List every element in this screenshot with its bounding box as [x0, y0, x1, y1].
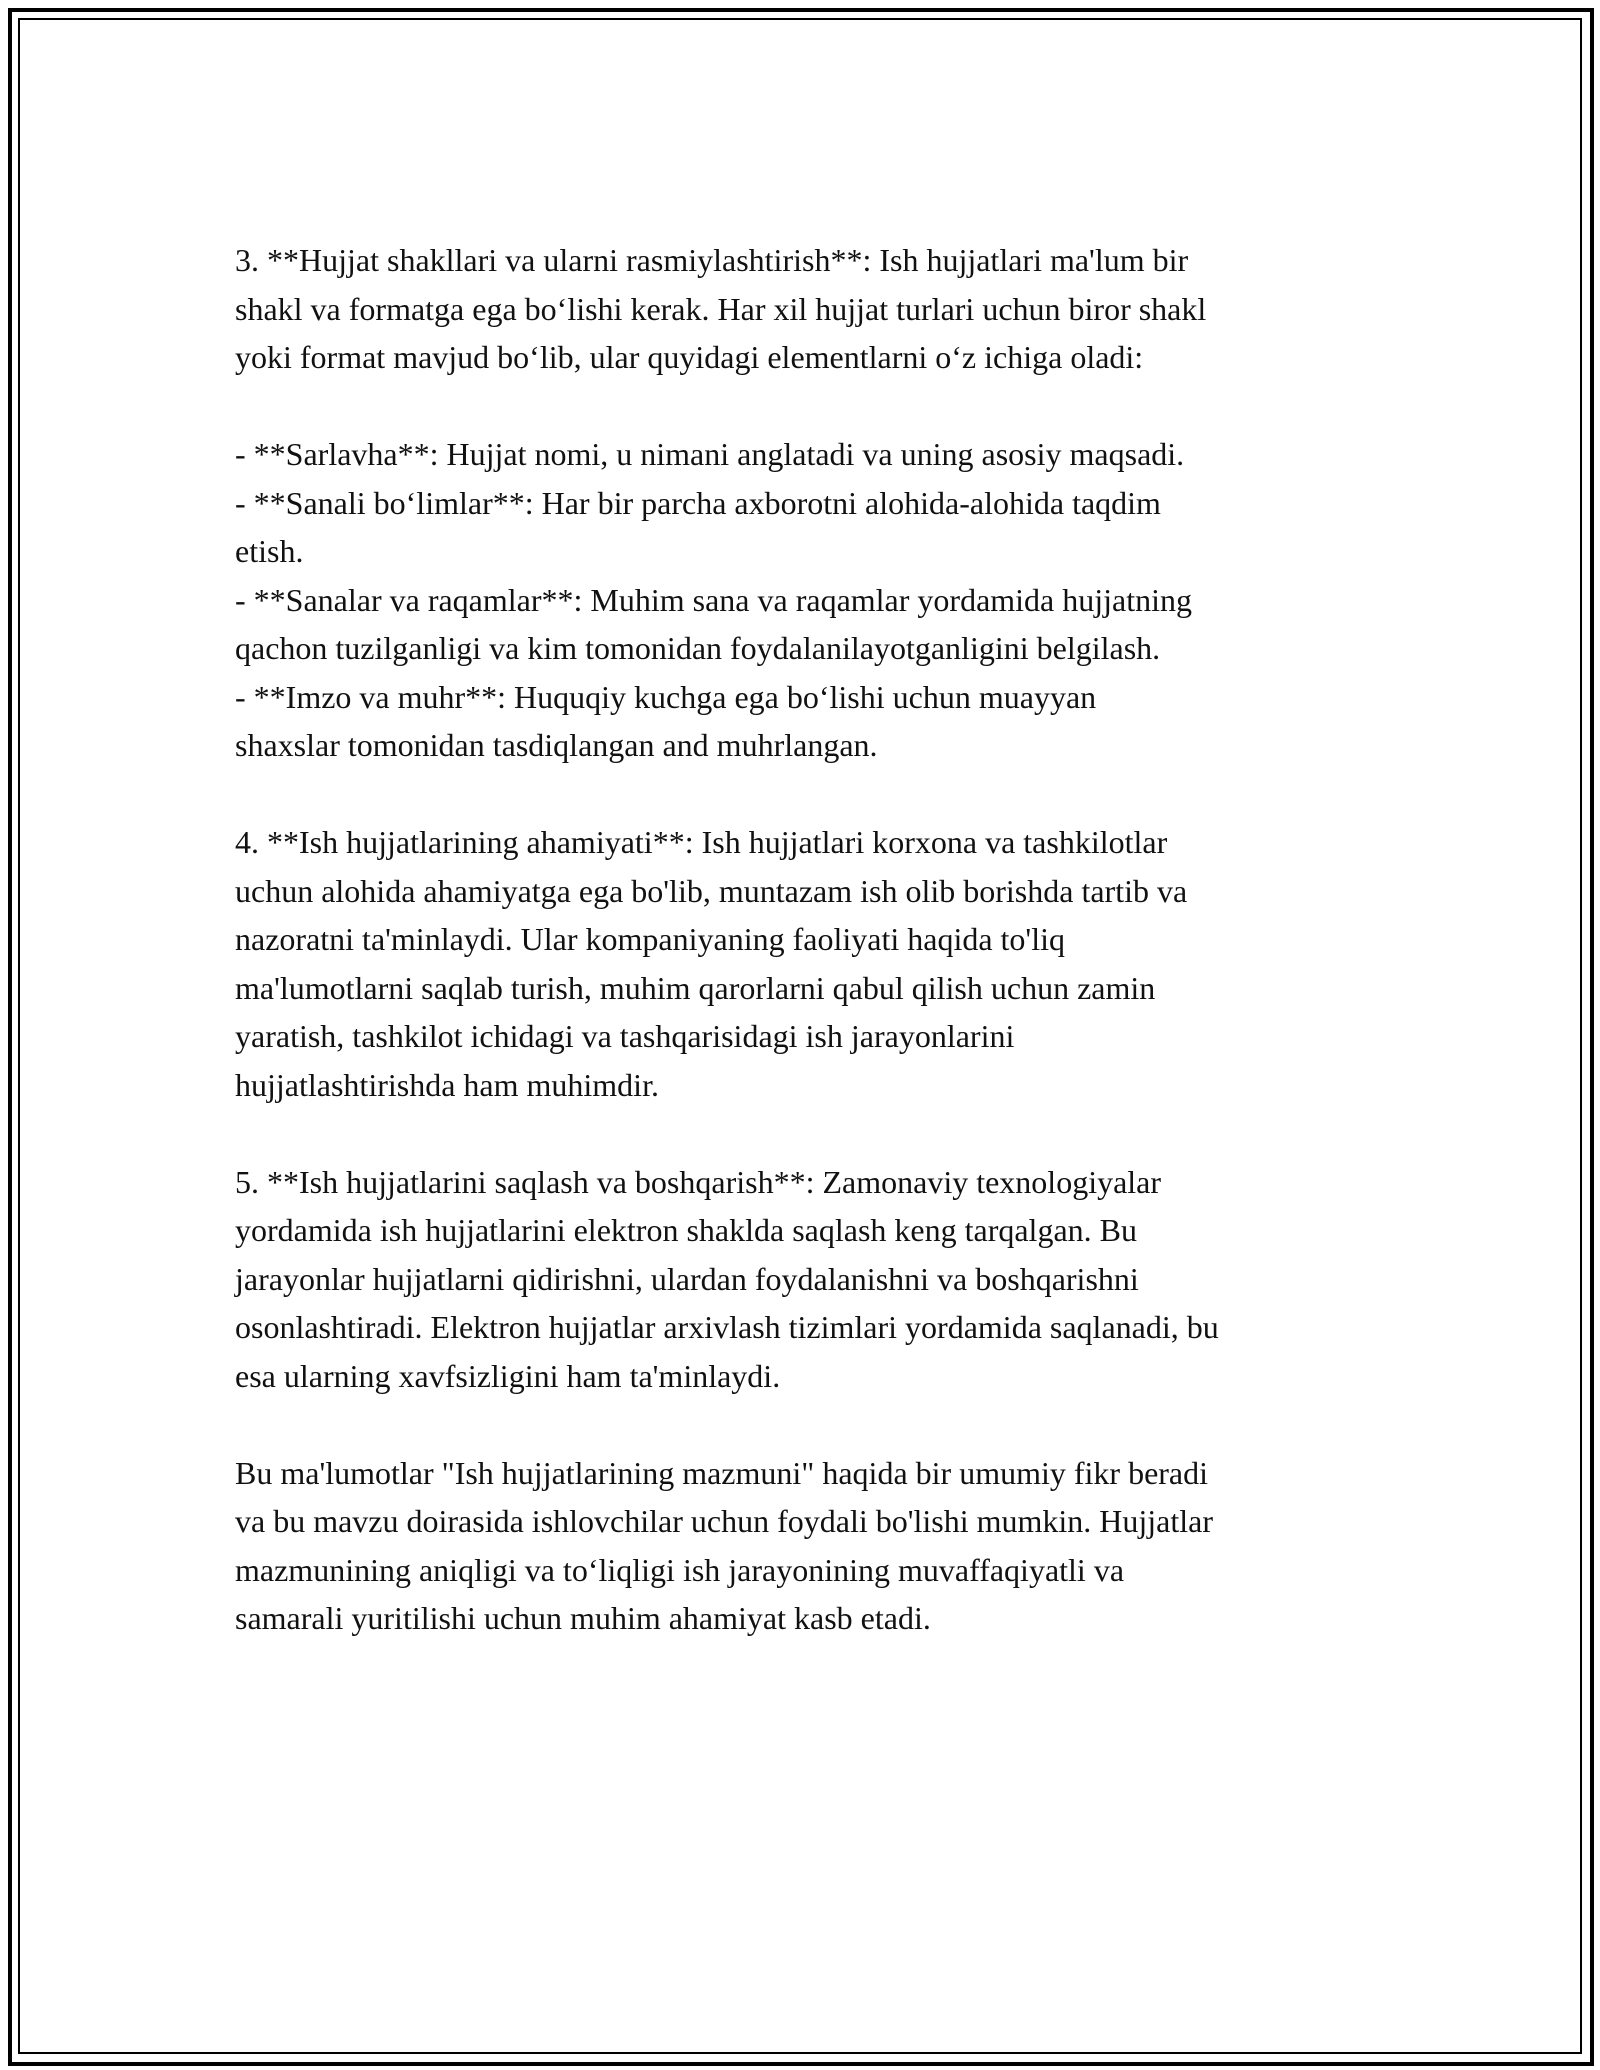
- section-4-paragraph: 4. **Ish hujjatlarining ahamiyati**: Ish hujjatlari korxona va tashkilotlar uchun alohida ahamiyatga ega bo'lib, muntazam ish olib borishda tartib va nazoratni ta'minlaydi. Ular kompaniyaning faoliyati haqida to'liq ma'lumotlarni saqlab turish, muhim qarorlarni qabul qilish uchun zamin yaratish, tashkilot ichidagi va tashqarisidagi ish jarayonlarini hujjatlashtirishda ham muhimdir.: [235, 824, 1188, 1103]
- list-item-imzo-muhr: - **Imzo va muhr**: Huquqiy kuchga ega bo‘lishi uchun muayyan shaxslar tomonidan tasdiqlangan and muhrlangan.: [235, 678, 1097, 763]
- section-3-intro: 3. **Hujjat shakllari va ularni rasmiylashtirish**: Ish hujjatlari ma'lum bir shakl va formatga ega bo‘lishi kerak. Har xil hujjat turlari uchun biror shakl yoki format mavjud bo‘lib, ular quyidagi elementlarni o‘z ichiga oladi:: [235, 242, 1207, 375]
- conclusion-paragraph: Bu ma'lumotlar "Ish hujjatlarining mazmuni" haqida bir umumiy fikr beradi va bu mavzu doirasida ishlovchilar uchun foydali bo'lishi mumkin. Hujjatlar mazmunining aniqligi va to‘liqligi ish jarayonining muvaffaqiyatli va samarali yuritilishi uchun muhim ahamiyat kasb etadi.: [235, 1454, 1214, 1636]
- list-item-sanali-bolimlar: - **Sanali bo‘limlar**: Har bir parcha axborotni alohida-alohida taqdim etish.: [235, 484, 1161, 569]
- paragraph-spacer: [235, 770, 1405, 819]
- list-item-sarlavha: - **Sarlavha**: Hujjat nomi, u nimani anglatadi va uning asosiy maqsadi.: [235, 436, 1185, 472]
- list-item-sanalar-raqamlar: - **Sanalar va raqamlar**: Muhim sana va raqamlar yordamida hujjatning qachon tuzilganligi va kim tomonidan foydalanilayotganligini belgilash.: [235, 581, 1193, 666]
- paragraph-spacer: [235, 382, 1405, 431]
- section-5-paragraph: 5. **Ish hujjatlarini saqlash va boshqarish**: Zamonaviy texnologiyalar yordamida ish hujjatlarini elektron shaklda saqlash keng tarqalgan. Bu jarayonlar hujjatlarni qidirishni, ulardan foydalanishni va boshqarishni osonlashtiradi. Elektron hujjatlar arxivlash tizimlari yordamida saqlanadi, bu esa ularning xavfsizligini ham ta'minlaydi.: [235, 1163, 1219, 1394]
- paragraph-spacer: [235, 1400, 1405, 1449]
- document-body: [235, 236, 1405, 1643]
- paragraph-spacer: [235, 1109, 1405, 1158]
